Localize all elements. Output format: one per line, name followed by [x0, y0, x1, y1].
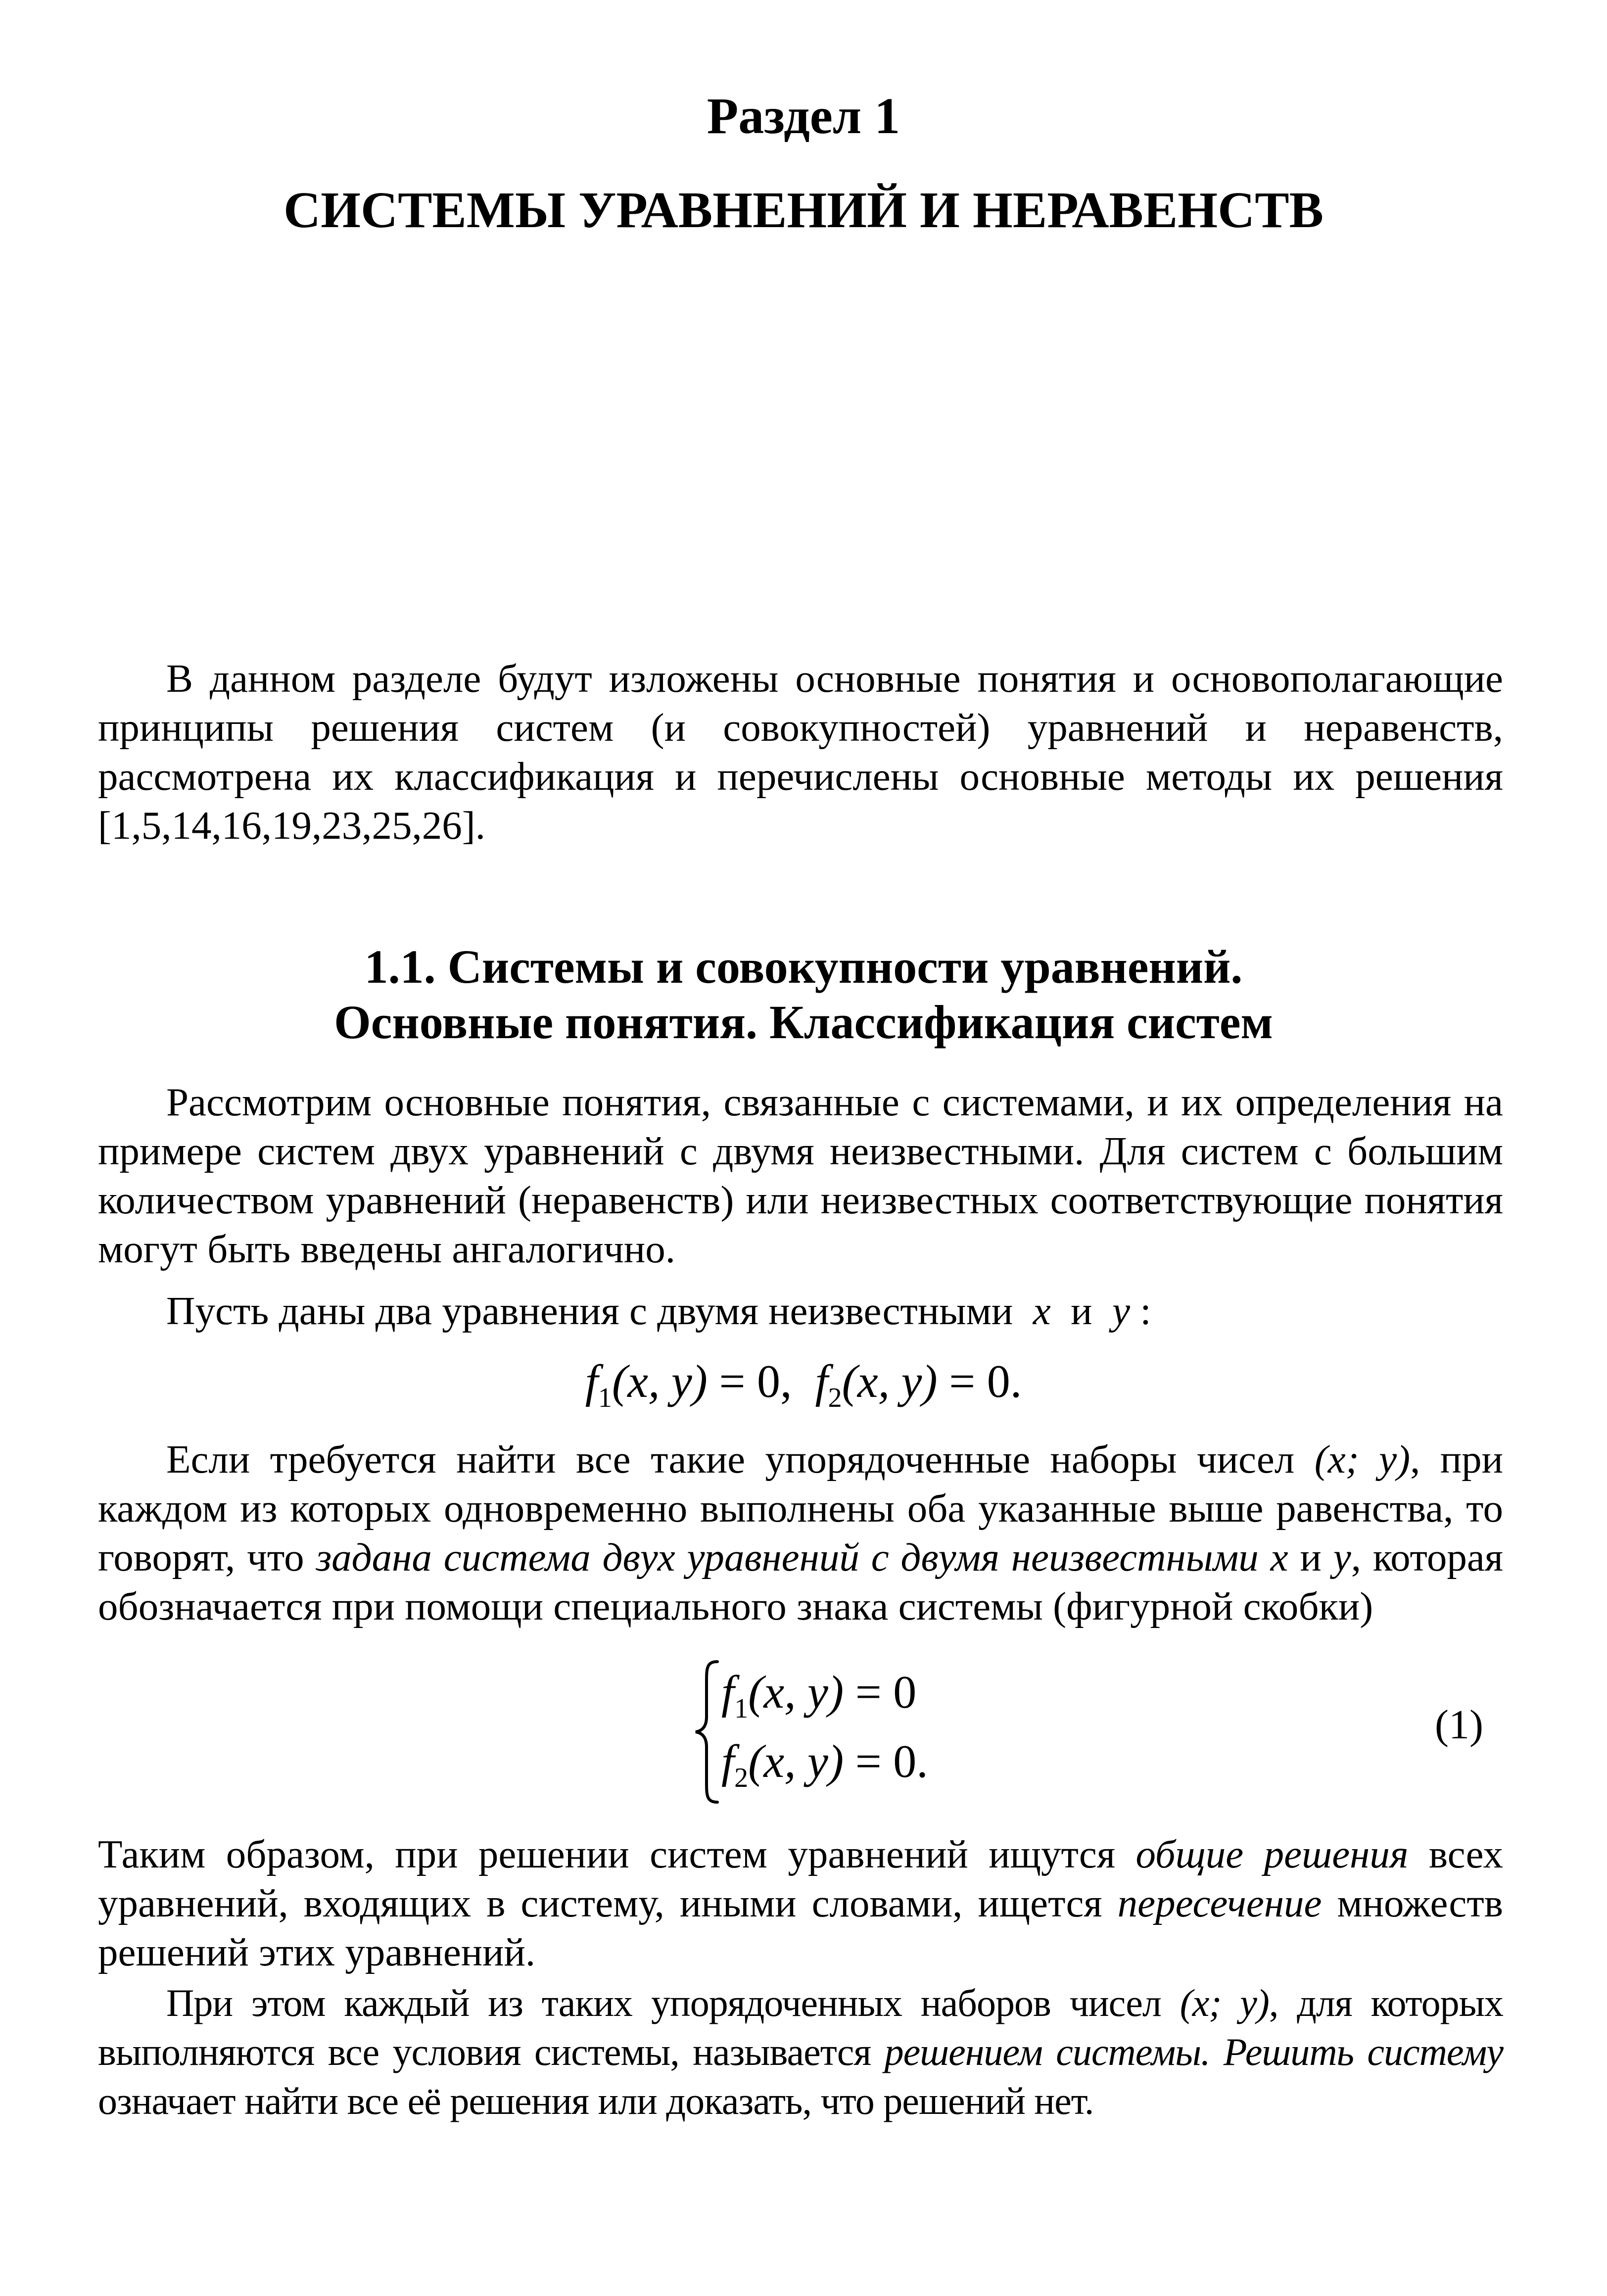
equation-number: (1): [1435, 1702, 1483, 1748]
pair-xy: (x; y): [1314, 1437, 1411, 1482]
system-equation-2: [721, 1732, 928, 1808]
var-x: x: [1033, 1289, 1051, 1333]
section-label: Раздел 1: [707, 88, 900, 144]
eq1-args: (x, y): [748, 1667, 844, 1718]
f2-symbol: f: [815, 1356, 828, 1407]
if-var-x: x: [1270, 1535, 1288, 1579]
subsection-heading-line2: Основные понятия. Классификация систем: [334, 996, 1273, 1049]
system-equation-1: [721, 1663, 916, 1738]
eq2-f: f: [721, 1736, 735, 1787]
each-text-2: , для которых выполняются все условия системы, называется: [98, 1981, 1504, 2073]
f1-args: (x, y): [612, 1356, 708, 1407]
formula-separator: ,: [780, 1356, 792, 1407]
each-emphasis: решением системы. Решить систему: [884, 2030, 1503, 2073]
given-text: Пусть даны два уравнения с двумя неизвестными: [166, 1289, 1013, 1333]
eq1-f: f: [721, 1667, 735, 1718]
paragraph-solution-definition: [98, 1978, 1503, 2125]
paragraph-general-solutions: [98, 1830, 1503, 1977]
paragraph-given-equations: [98, 1287, 1503, 1336]
colon: :: [1140, 1289, 1151, 1333]
f1-symbol: f: [585, 1356, 598, 1407]
subsection-heading-line1: 1.1. Системы и совокупности уравнений.: [364, 940, 1243, 993]
if-text-3: , которая обозначается при помощи специального знака системы (фигурной скобки): [98, 1535, 1504, 1628]
thus-text-3: множеств решений этих уравнений.: [98, 1881, 1504, 1974]
if-text-2: , при каждом из которых одновременно выполнены оба указанные выше равенства, то говорят, что: [98, 1437, 1504, 1579]
section-title: СИСТЕМЫ УРАВНЕНИЙ И НЕРАВЕНСТВ: [283, 182, 1324, 239]
if-text-1: Если требуется найти все такие упорядоченные наборы чисел: [166, 1437, 1295, 1482]
thus-emphasis-2: пересечение: [1117, 1881, 1322, 1925]
eq1-rhs: = 0: [855, 1667, 917, 1718]
equations-formula: [0, 1352, 1607, 1428]
formula-end: .: [1010, 1356, 1022, 1407]
eq2-sub: 2: [734, 1762, 749, 1793]
if-var-y: y: [1333, 1535, 1351, 1579]
curly-brace-icon: [693, 1658, 722, 1806]
intro-paragraph: В данном разделе будут изложены основные понятия и основополагающие принципы решения систем (и совокупностей) уравнений и неравенств, рассмотрена их классификация и перечислены основные методы их решения [1,5,14,16,19,23,25,26].: [98, 656, 1503, 848]
eq1-sub: 1: [734, 1693, 749, 1724]
thus-text-2: всех уравнений, входящих в систему, иными словами, ищется: [98, 1832, 1504, 1925]
f2-args: (x, y): [842, 1356, 938, 1407]
paragraph-system-definition: [98, 1435, 1503, 1631]
equation-system: [693, 1658, 1039, 1806]
paragraph-consider: Рассмотрим основные понятия, связанные с системами, и их определения на примере систем двух уравнений с двумя неизвестными. Для систем с большим количеством уравнений (неравенств) или неизвестных соответствующие понятия могут быть введены ангалогично.: [98, 1080, 1503, 1271]
eq2-rhs: = 0.: [855, 1736, 928, 1787]
f1-subscript: 1: [598, 1382, 612, 1413]
subsection-heading: [0, 939, 1607, 1050]
f2-rhs: = 0: [949, 1356, 1010, 1407]
each-pair-xy: (x; y): [1180, 1981, 1269, 2024]
each-text-1: При этом каждый из таких упорядоченных наборов чисел: [166, 1981, 1161, 2024]
thus-emphasis-1: общие решения: [1135, 1832, 1409, 1876]
and-word: и: [1071, 1289, 1092, 1333]
if-emphasis: задана система двух уравнений с двумя неизвестными: [316, 1535, 1259, 1579]
thus-text-1: Таким образом, при решении систем уравнений ищутся: [98, 1832, 1116, 1876]
eq2-args: (x, y): [748, 1736, 844, 1787]
f1-rhs: = 0: [719, 1356, 780, 1407]
var-y: y: [1112, 1289, 1130, 1333]
if-and: и: [1300, 1535, 1322, 1579]
each-text-3: означает найти все её решения или доказать, что решений нет.: [98, 2079, 1094, 2122]
f2-subscript: 2: [828, 1382, 842, 1413]
